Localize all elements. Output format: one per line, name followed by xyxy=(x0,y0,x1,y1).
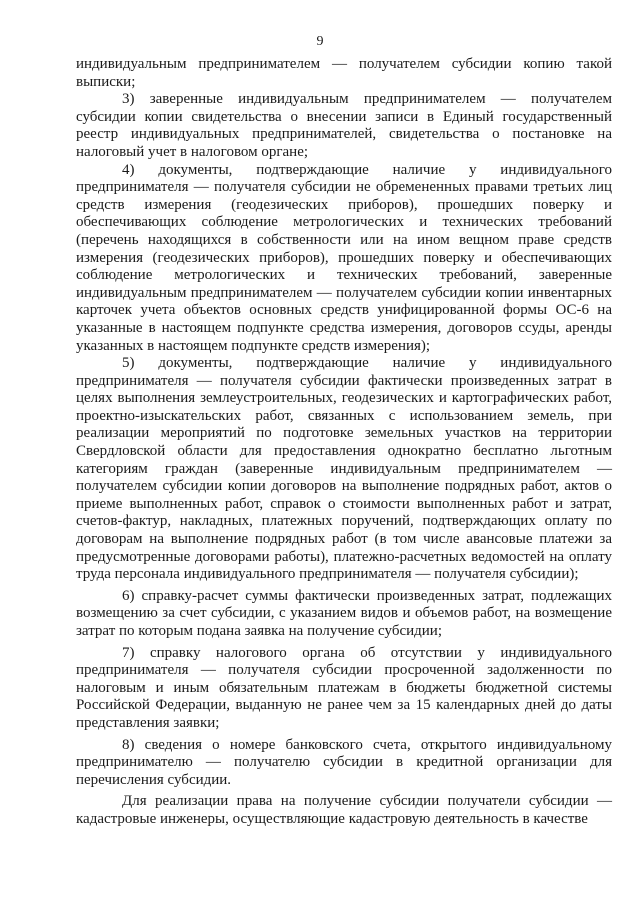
paragraph-item-5: 5) документы, подтверждающие наличие у индивидуального предпринимателя — получателя субсидии фактически произведенных затрат в целях выполнения землеустроительных, геодезических и картографических работ, проектно-изыскательских работ, связанных с использованием земель, при реализации мероприятий по подготовке земельных участков на территории Свердловской области для предоставления однократно бесплатно льготным категориям граждан (заверенные индивидуальным предпринимателем — получателем субсидии копии договоров на выполнение подрядных работ, актов о приеме выполненных работ, справок о стоимости выполненных работ и затрат, счетов-фактур, накладных, платежных поручений, подтверждающих оплату по договорам на выполнение подрядных работ (в том числе авансовые платежи за предусмотренные договорами работы), платежно-расчетных ведомостей на оплату труда персонала индивидуального предпринимателя — получателя субсидии); xyxy=(76,355,612,583)
paragraph-item-3: 3) заверенные индивидуальным предпринимателем — получателем субсидии копии свидетельства о внесении записи в Единый государственный реестр индивидуальных предпринимателей, свидетельства о постановке на налоговый учет в налоговом органе; xyxy=(76,91,612,160)
paragraph-item-4: 4) документы, подтверждающие наличие у индивидуального предпринимателя — получателя субсидии не обремененных правами третьих лиц средств измерения (геодезических приборов), прошедших поверку и обеспечивающих соблюдение метрологических и технических требований (перечень находящихся в собственности или на ином вещном праве средств измерения (геодезических приборов), прошедших поверку и обеспечивающих соблюдение метрологических и технических требований, заверенные индивидуальным предпринимателем — получателем субсидии копии инвентарных карточек учета объектов основных средств унифицированной формы ОС-6 на указанные в настоящем подпункте средства измерения, договоров ссуды, аренды указанных в настоящем подпункте средств измерения); xyxy=(76,161,612,354)
paragraph-item-7: 7) справку налогового органа об отсутствии у индивидуального предпринимателя — получателя субсидии просроченной задолженности по налоговым и иным обязательным платежам в бюджеты бюджетной системы Российской Федерации, выданную не ранее чем за 15 календарных дней до даты представления заявки; xyxy=(76,644,612,731)
paragraph-final: Для реализации права на получение субсидии получатели субсидии — кадастровые инженеры, осуществляющие кадастровую деятельность в качестве xyxy=(76,793,612,827)
paragraph-continuation: индивидуальным предпринимателем — получателем субсидии копию такой выписки; xyxy=(76,56,612,90)
page-number: 9 xyxy=(316,34,324,49)
paragraph-item-8: 8) сведения о номере банковского счета, открытого индивидуальному предпринимателю — получателю субсидии в кредитной организации для перечисления субсидии. xyxy=(76,736,612,788)
paragraph-item-6: 6) справку-расчет суммы фактически произведенных затрат, подлежащих возмещению за счет субсидии, с указанием видов и объемов работ, на возмещение затрат по которым подана заявка на получение субсидии; xyxy=(76,587,612,639)
document-body xyxy=(76,56,612,829)
